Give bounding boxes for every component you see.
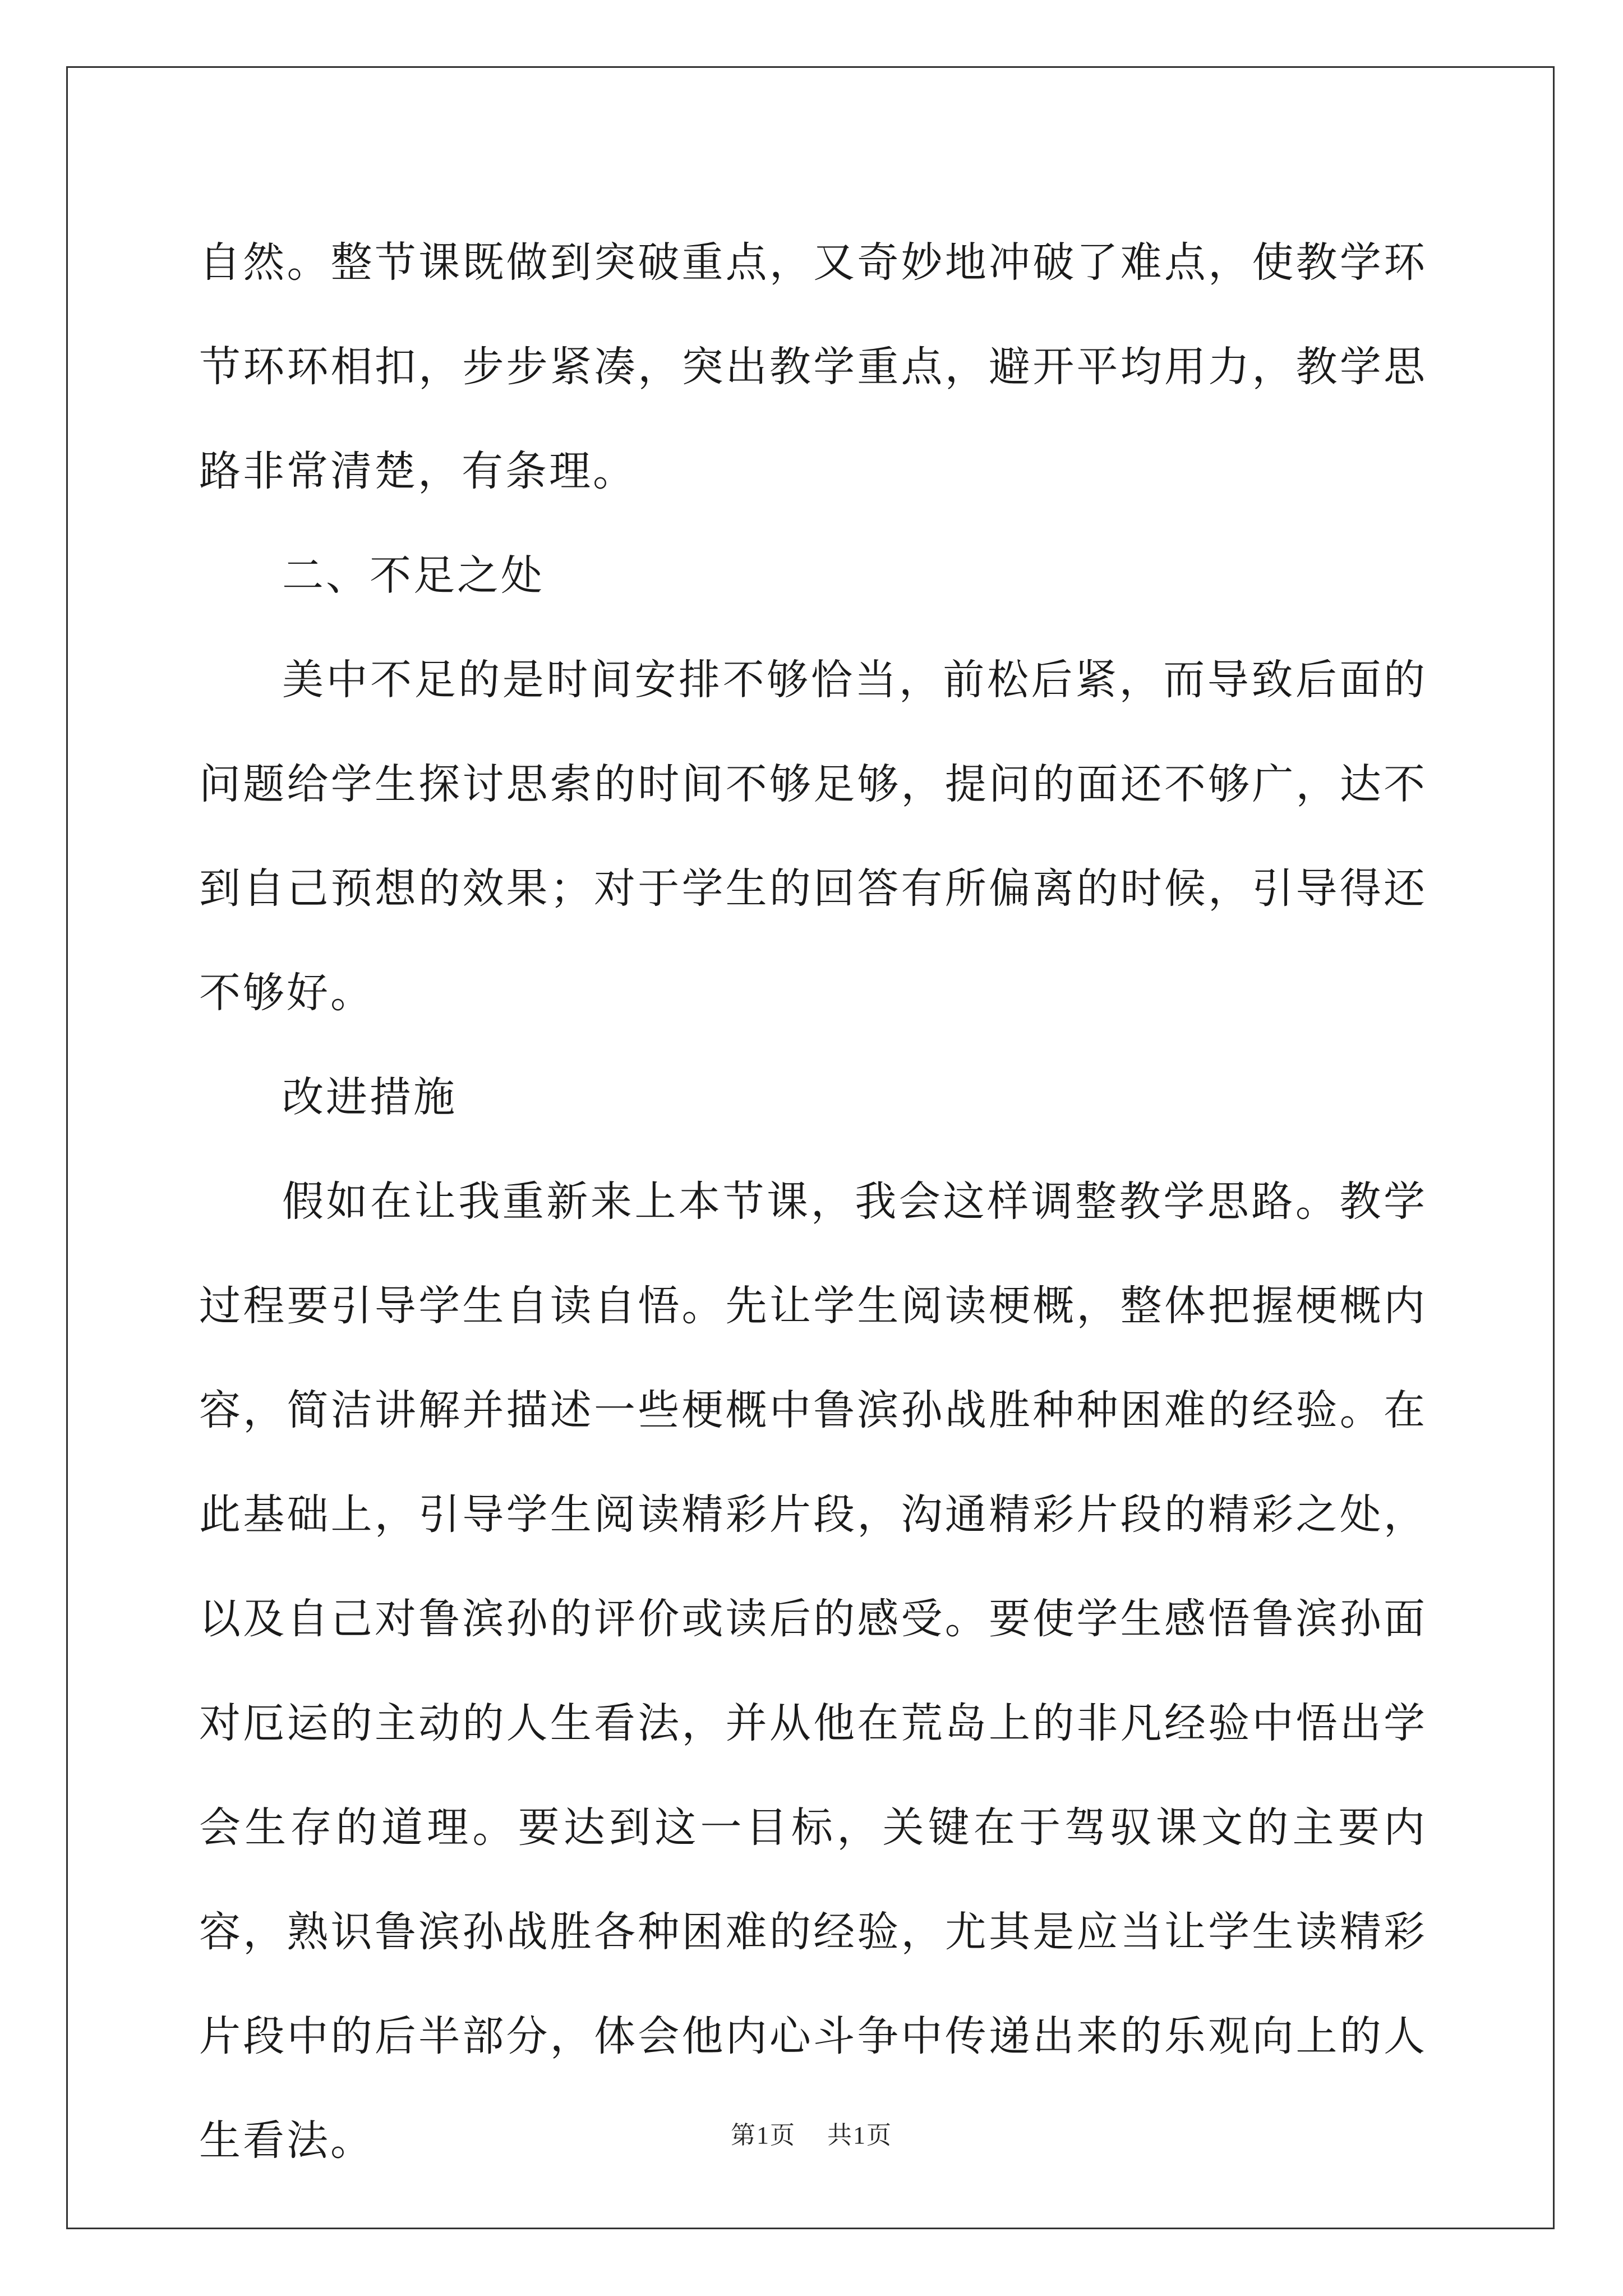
paragraph-improvements: 假如在让我重新来上本节课，我会这样调整教学思路。教学过程要引导学生自读自悟。先让学生阅读梗概，整体把握梗概内容，简洁讲解并描述一些梗概中鲁滨孙战胜种种困难的经验。在此基础上，引导学生阅读精彩片段，沟通精彩片段的精彩之处，以及自己对鲁滨孙的评价或读后的感受。要使学生感悟鲁滨孙面对厄运的主动的人生看法，并从他在荒岛上的非凡经验中悟出学会生存的道理。要达到这一目标，关键在于驾驭课文的主要内容，熟识鲁滨孙战胜各种困难的经验，尤其是应当让学生读精彩片段中的后半部分，体会他内心斗争中传递出来的乐观向上的人生看法。 xyxy=(199,1177,1427,2165)
section-heading-improvements: 改进措施 xyxy=(282,1073,457,1121)
paragraph-conclusion: 自然。整节课既做到突破重点，又奇妙地冲破了难点，使教学环节环环相扣，步步紧凑，突出教学重点，避开平均用力，教学思路非常清楚，有条理。 xyxy=(199,238,1427,495)
page-number: 第1页 xyxy=(731,2122,796,2149)
section-heading-shortcomings: 二、不足之处 xyxy=(282,551,545,600)
document-body xyxy=(199,210,1427,2193)
page-footer xyxy=(0,2115,1623,2151)
page-total: 共1页 xyxy=(827,2122,892,2149)
paragraph-shortcomings: 美中不足的是时间安排不够恰当，前松后紧，而导致后面的问题给学生探讨思索的时间不够足够，提问的面还不够广，达不到自己预想的效果；对于学生的回答有所偏离的时候，引导得还不够好。 xyxy=(199,656,1427,1017)
